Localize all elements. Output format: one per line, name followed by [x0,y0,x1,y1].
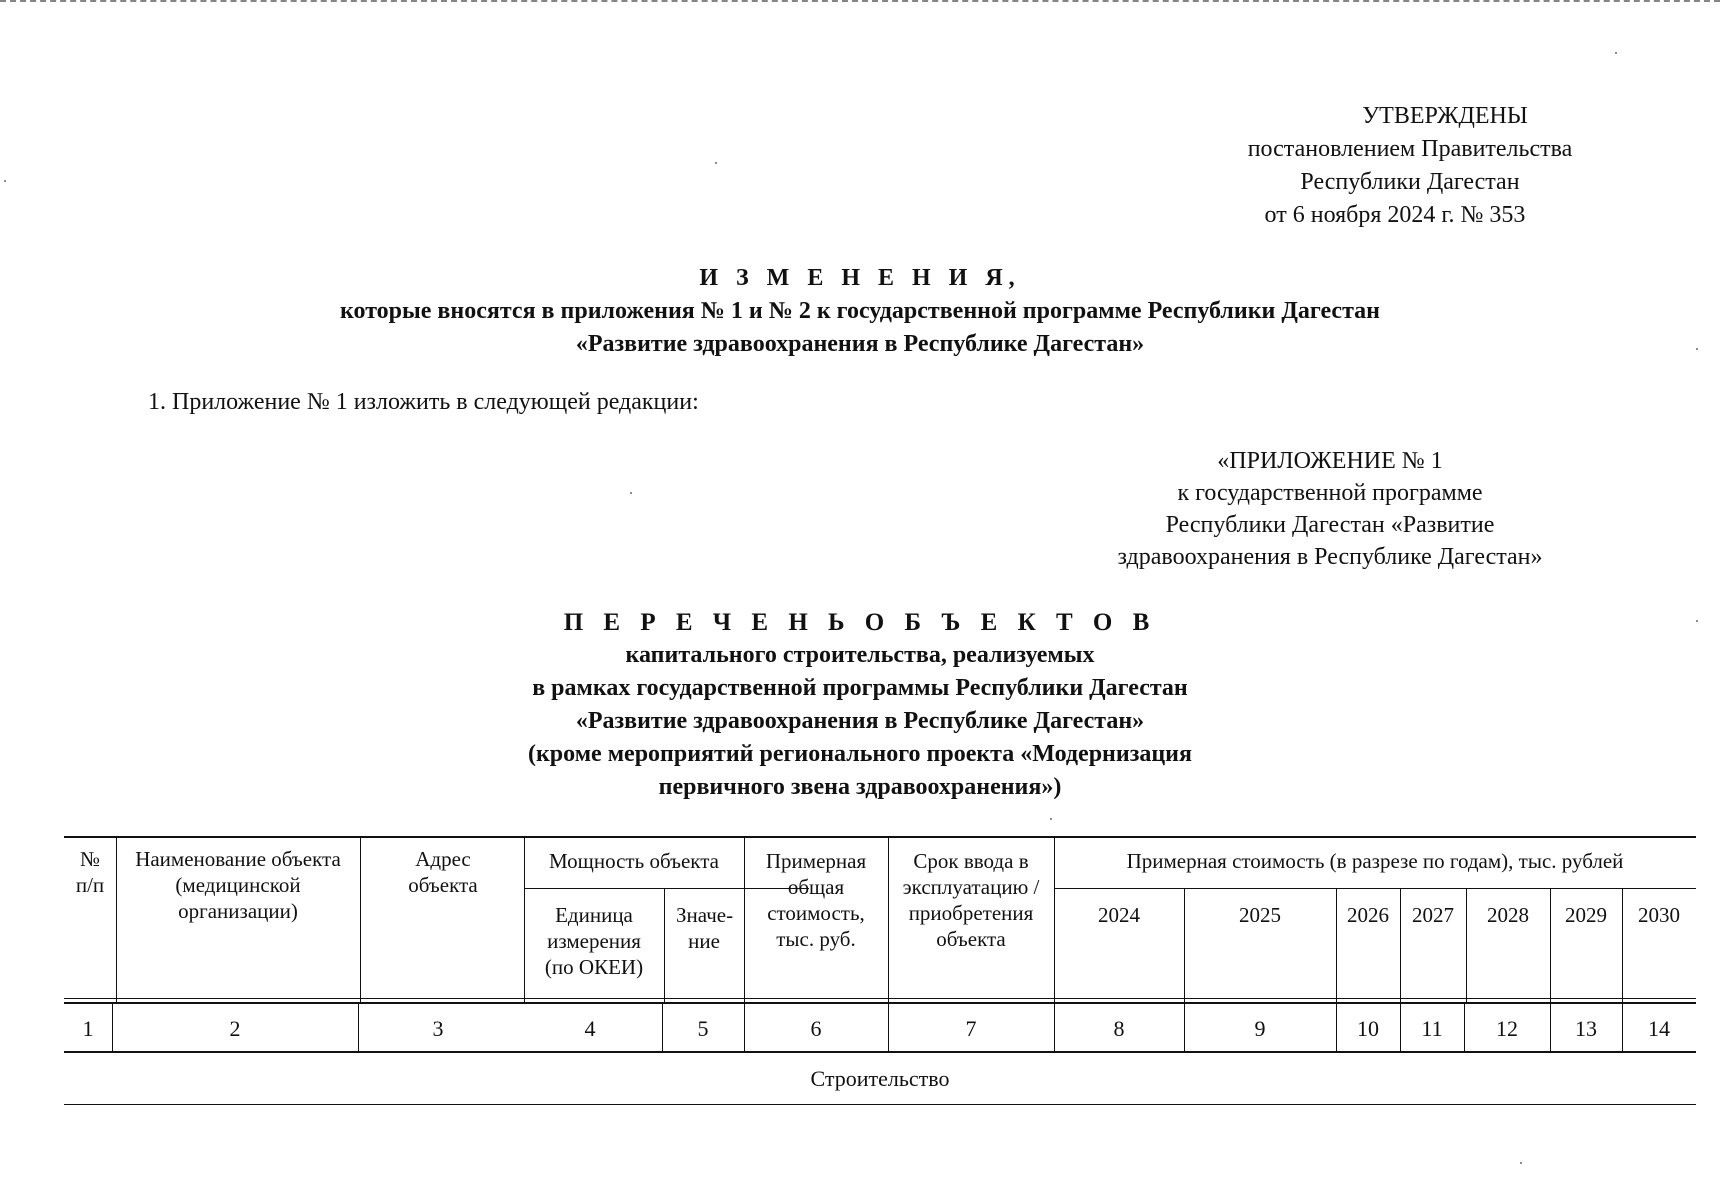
scan-edge [0,0,1720,5]
header-yearly-cost: Примерная стоимость (в разрезе по годам), тыс. рублей [1126,849,1624,873]
header-year-2030: 2030 [1638,903,1680,927]
header-year-2024: 2024 [1098,903,1140,927]
header-term: Срок ввода в эксплуатацию / приобретения объекта [902,849,1040,951]
table-header-bottom [64,998,1696,999]
point-1-text: 1. Приложение № 1 изложить в следующей редакции: [148,389,699,415]
header-address: Адрес объекта [408,847,478,897]
scan-speck [715,162,717,164]
appendix-line-2: к государственной программе [1177,480,1483,506]
list-line-2: капитального строительства, реализуемых [625,642,1095,668]
table-header-bottom-2 [64,1002,1696,1004]
approval-line-3: Республики Дагестан [1300,169,1520,195]
changes-title: И З М Е Н Е Н И Я, [699,265,1021,291]
changes-subtitle: которые вносятся в приложения № 1 и № 2 к государственной программе Республики Дагестан [340,298,1380,324]
scan-speck [1520,1162,1522,1164]
list-line-3: в рамках государственной программы Республики Дагестан [532,675,1188,701]
header-year-2029: 2029 [1565,903,1607,927]
header-year-2027: 2027 [1412,903,1454,927]
column-number: 3 [432,1016,444,1041]
list-heading [360,606,1360,804]
column-number: 13 [1575,1016,1597,1041]
scan-speck [1696,348,1698,350]
table-years-divider [1054,888,1696,889]
column-number: 5 [697,1016,709,1041]
scan-speck [4,180,6,182]
list-line-6: первичного звена здравоохранения») [658,774,1062,800]
objects-table [64,836,1696,1106]
column-number: 9 [1254,1016,1266,1041]
approval-title: УТВЕРЖДЕНЫ [1362,103,1528,129]
column-number: 14 [1648,1016,1670,1041]
scan-speck [1050,818,1052,820]
scan-speck [630,492,632,494]
scan-speck [1615,52,1617,54]
header-value: Значе-ние [676,903,734,953]
column-number: 2 [229,1016,241,1041]
table-numbers-bottom [64,1051,1696,1053]
column-number: 8 [1113,1016,1125,1041]
appendix-block [1060,445,1600,573]
appendix-line-1: «ПРИЛОЖЕНИЕ № 1 [1217,448,1443,474]
table-section-bottom [64,1104,1696,1105]
column-number: 12 [1496,1016,1518,1041]
header-year-2025: 2025 [1239,903,1281,927]
list-line-5: (кроме мероприятий регионального проекта «Модернизация [527,741,1192,767]
table-top-border [64,836,1696,838]
scan-speck [1696,620,1698,622]
column-number: 1 [82,1016,94,1041]
appendix-line-3: Республики Дагестан «Развитие [1165,512,1495,538]
header-unit: Единица измерения (по ОКЕИ) [544,903,644,979]
table-vline [360,836,361,1002]
approval-line-2: постановлением Правительства [1247,136,1573,162]
changes-heading [160,262,1560,361]
column-number: 10 [1357,1016,1379,1041]
header-name: Наименование объекта (медицинской организации) [135,847,341,923]
header-year-2028: 2028 [1487,903,1529,927]
column-number: 6 [810,1016,822,1041]
section-label-construction: Строительство [810,1066,950,1091]
header-capacity: Мощность объекта [549,849,719,873]
column-number: 7 [965,1016,977,1041]
header-year-2026: 2026 [1347,903,1389,927]
list-title: П Е Р Е Ч Е Н Ь О Б Ъ Е К Т О В [563,609,1157,636]
header-total-cost: Примерная общая стоимость, тыс. руб. [765,849,867,951]
column-number: 11 [1421,1016,1443,1041]
approval-block [1190,100,1630,232]
approval-line-4: от 6 ноября 2024 г. № 353 [1264,202,1526,228]
list-line-4: «Развитие здравоохранения в Республике Дагестан» [575,708,1145,734]
changes-program-name: «Развитие здравоохранения в Республике Дагестан» [575,331,1145,357]
header-num: № п/п [75,847,105,897]
column-number: 4 [584,1016,596,1041]
appendix-line-4: здравоохранения в Республике Дагестан» [1117,544,1543,570]
